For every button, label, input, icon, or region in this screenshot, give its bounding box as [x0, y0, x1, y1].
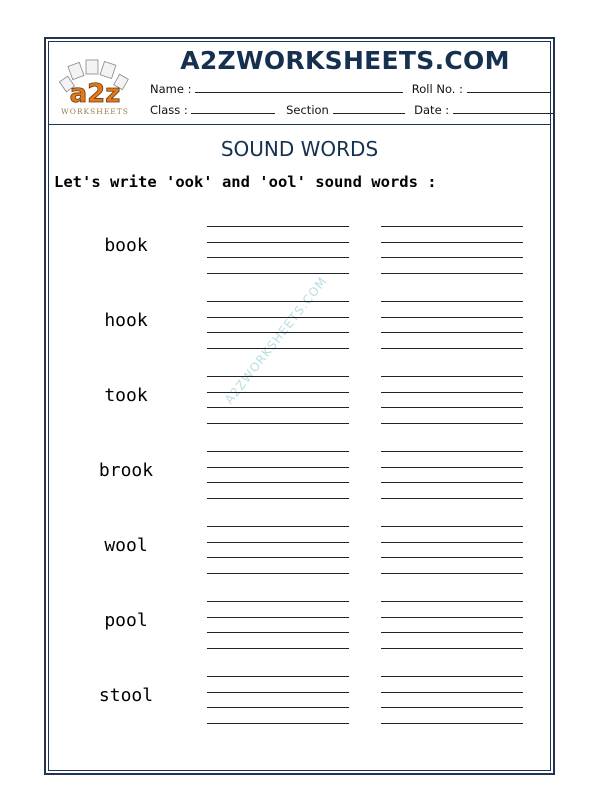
word-label: wool [104, 535, 148, 556]
writing-line[interactable] [207, 376, 349, 377]
writing-line[interactable] [207, 557, 349, 558]
section-label: Section [286, 103, 329, 117]
writing-line[interactable] [207, 676, 349, 677]
writing-line[interactable] [207, 332, 349, 333]
writing-line[interactable] [381, 348, 523, 349]
logo-subtext: WORKSHEETS [61, 107, 129, 116]
writing-line[interactable] [207, 617, 349, 618]
writing-line[interactable] [381, 257, 523, 258]
writing-line[interactable] [381, 601, 523, 602]
writing-line[interactable] [207, 648, 349, 649]
writing-line[interactable] [381, 526, 523, 527]
writing-line[interactable] [207, 467, 349, 468]
writing-line[interactable] [207, 226, 349, 227]
writing-line[interactable] [381, 632, 523, 633]
writing-line[interactable] [381, 648, 523, 649]
writing-line[interactable] [381, 317, 523, 318]
writing-line[interactable] [207, 482, 349, 483]
word-label: hook [104, 310, 148, 331]
roll-blank [467, 81, 551, 93]
word-label: stool [98, 685, 154, 706]
writing-line[interactable] [381, 676, 523, 677]
writing-line[interactable] [381, 273, 523, 274]
a2z-logo [56, 58, 134, 118]
writing-line[interactable] [207, 273, 349, 274]
writing-line[interactable] [207, 632, 349, 633]
writing-line[interactable] [207, 392, 349, 393]
name-label: Name : [150, 82, 192, 96]
writing-line[interactable] [381, 467, 523, 468]
writing-line[interactable] [207, 573, 349, 574]
writing-line[interactable] [381, 242, 523, 243]
writing-line[interactable] [381, 723, 523, 724]
writing-line[interactable] [207, 423, 349, 424]
writing-line[interactable] [381, 617, 523, 618]
word-label: took [104, 385, 148, 406]
writing-line[interactable] [207, 348, 349, 349]
writing-line[interactable] [381, 423, 523, 424]
site-title: A2ZWORKSHEETS.COM [180, 46, 510, 75]
logo-letters: a2z [69, 79, 121, 109]
class-label: Class : [150, 103, 188, 117]
date-blank [453, 102, 553, 114]
writing-line[interactable] [207, 692, 349, 693]
word-label: book [104, 235, 148, 256]
writing-line[interactable] [207, 601, 349, 602]
class-blank [191, 102, 275, 114]
writing-line[interactable] [381, 692, 523, 693]
worksheet-title: SOUND WORDS [220, 137, 379, 161]
writing-line[interactable] [207, 317, 349, 318]
section-blank [333, 102, 405, 114]
instruction-text: Let's write 'ook' and 'ool' sound words : [54, 173, 437, 191]
date-label: Date : [414, 103, 450, 117]
writing-line[interactable] [381, 301, 523, 302]
writing-line[interactable] [381, 226, 523, 227]
writing-line[interactable] [381, 573, 523, 574]
writing-line[interactable] [207, 257, 349, 258]
name-blank [195, 81, 403, 93]
writing-line[interactable] [207, 707, 349, 708]
header-divider [48, 124, 551, 125]
writing-line[interactable] [207, 723, 349, 724]
word-label: pool [104, 610, 148, 631]
writing-line[interactable] [207, 451, 349, 452]
writing-line[interactable] [207, 407, 349, 408]
writing-line[interactable] [207, 301, 349, 302]
writing-line[interactable] [381, 557, 523, 558]
writing-line[interactable] [381, 332, 523, 333]
writing-line[interactable] [381, 482, 523, 483]
writing-line[interactable] [381, 542, 523, 543]
word-label: brook [98, 460, 154, 481]
writing-line[interactable] [381, 707, 523, 708]
writing-line[interactable] [381, 498, 523, 499]
writing-line[interactable] [207, 526, 349, 527]
writing-line[interactable] [207, 498, 349, 499]
name-roll-row [150, 81, 551, 96]
writing-line[interactable] [207, 242, 349, 243]
writing-line[interactable] [381, 451, 523, 452]
writing-line[interactable] [381, 407, 523, 408]
writing-line[interactable] [381, 376, 523, 377]
roll-label: Roll No. : [411, 82, 463, 96]
writing-line[interactable] [207, 542, 349, 543]
class-section-date-row [150, 102, 553, 117]
writing-line[interactable] [381, 392, 523, 393]
watermark: A2ZWORKSHEETS.COM [222, 274, 330, 407]
